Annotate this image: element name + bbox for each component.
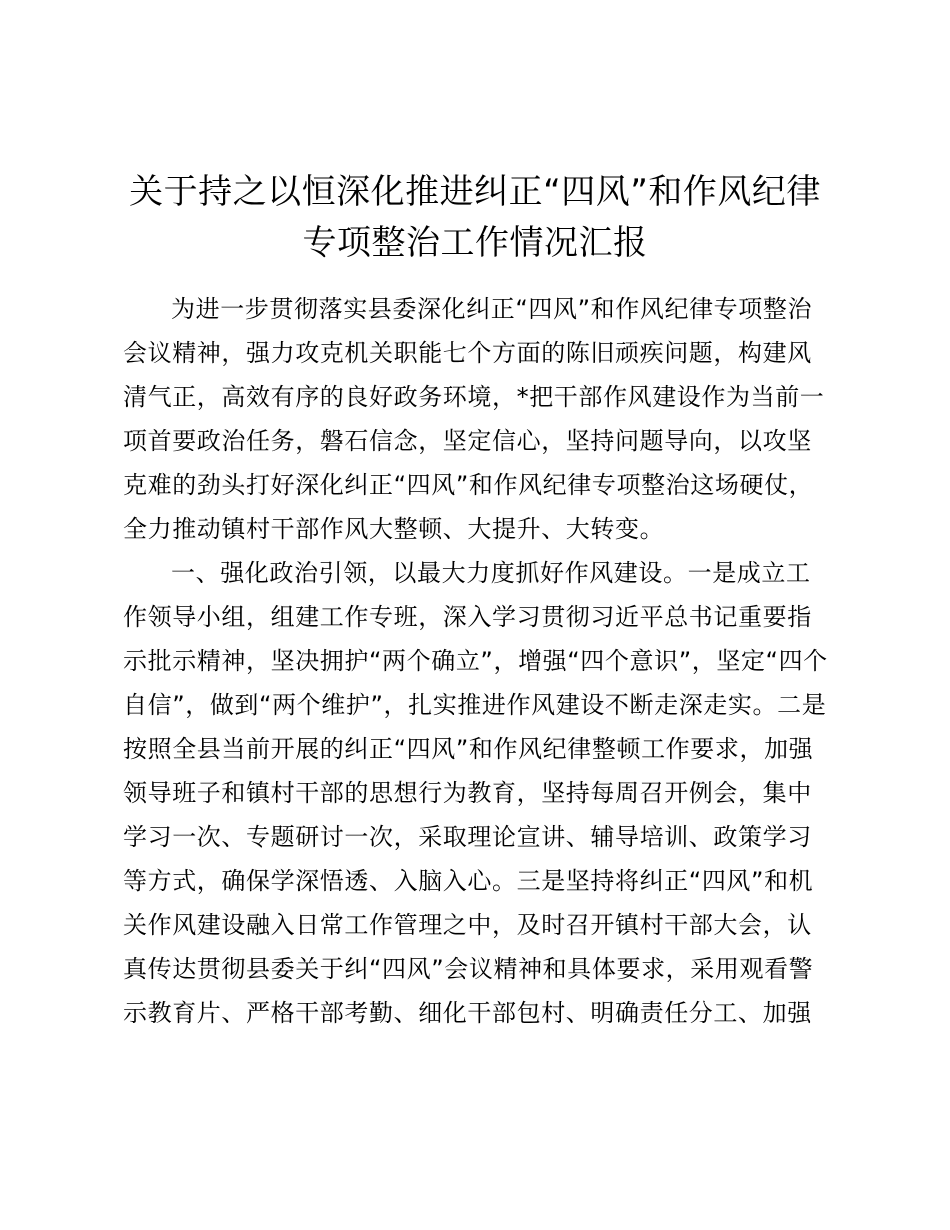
- paragraph-line: 等方式，确保学深悟透、入脑入心。三是坚持将纠正“四风”和机: [123, 867, 814, 895]
- document-title-line-1: 关于持之以恒深化推进纠正“四风”和作风纪律: [129, 172, 821, 212]
- paragraph-line: 示批示精神，坚决拥护“两个确立”，增强“四个意识”，坚定“四个: [123, 647, 828, 675]
- paragraph-line: 会议精神，强力攻克机关职能七个方面的陈旧顽疾问题，构建风: [123, 339, 812, 367]
- paragraph-line: 示教育片、严格干部考勤、细化干部包村、明确责任分工、加强: [123, 999, 812, 1027]
- paragraph-line: 克难的劲头打好深化纠正“四风”和作风纪律专项整治这场硬仗，: [123, 471, 814, 499]
- paragraph-line: 学习一次、专题研讨一次，采取理论宣讲、辅导培训、政策学习: [123, 823, 812, 851]
- paragraph-line: 真传达贯彻县委关于纠“四风”会议精神和具体要求，采用观看警: [123, 955, 814, 983]
- paragraph-line: 为进一步贯彻落实县委深化纠正“四风”和作风纪律专项整治: [171, 295, 813, 323]
- paragraph-line: 关作风建设融入日常工作管理之中，及时召开镇村干部大会，认: [123, 911, 812, 939]
- paragraph-line: 全力推动镇村干部作风大整顿、大提升、大转变。: [123, 515, 665, 543]
- paragraph-line: 领导班子和镇村干部的思想行为教育，坚持每周召开例会，集中: [123, 779, 812, 807]
- paragraph-line: 项首要政治任务，磐石信念，坚定信心，坚持问题导向，以攻坚: [123, 427, 812, 455]
- paragraph-line: 作领导小组，组建工作专班，深入学习贯彻习近平总书记重要指: [123, 603, 812, 631]
- paragraph-line: 自信”，做到“两个维护”，扎实推进作风建设不断走深走实。二是: [123, 691, 827, 719]
- document-title-line-2: 专项整治工作情况汇报: [302, 223, 648, 263]
- paragraph-line: 一、强化政治引领，以最大力度抓好作风建设。一是成立工: [171, 559, 811, 587]
- paragraph-line: 按照全县当前开展的纠正“四风”和作风纪律整顿工作要求，加强: [123, 735, 814, 763]
- paragraph-line: 清气正，高效有序的良好政务环境，*把干部作风建设作为当前一: [123, 383, 825, 411]
